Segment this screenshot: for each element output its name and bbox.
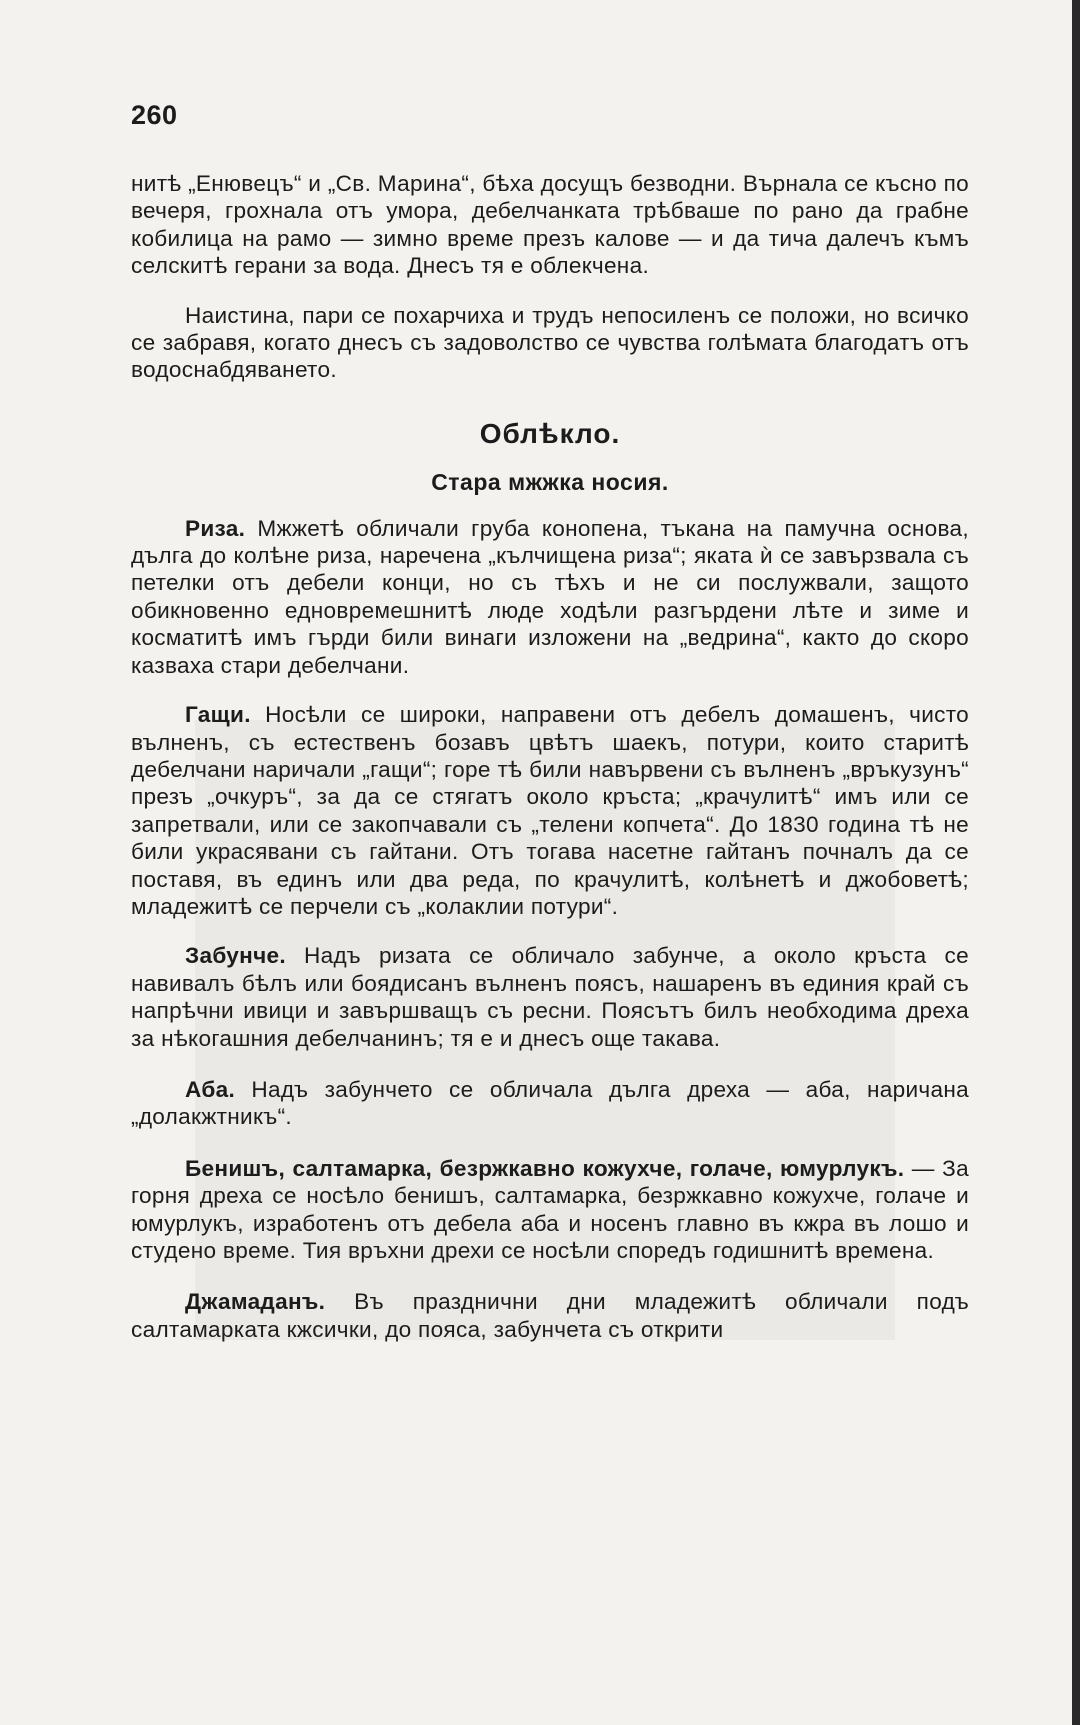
page-body	[131, 170, 969, 1343]
paragraph-benish	[131, 1155, 969, 1265]
paragraph-aba	[131, 1076, 969, 1131]
term-dzhamadan: Джамаданъ.	[185, 1289, 326, 1315]
paragraph-water-supply: Наистина, пари се похарчиха и трудъ непосиленъ се положи, но всичко се забравя, когато днесъ съ задоволство се чувства голѣмата благодатъ отъ водоснабдяването.	[131, 302, 969, 383]
subsection-heading: Стара мжжка носия.	[431, 469, 669, 496]
paragraph-riza	[131, 515, 969, 679]
paragraph-riza-text: Мжжетѣ обличали груба конопена, тъкана на памучна основа, дълга до колѣне риза, наречена „кълчищена риза“; яката ѝ се завързвала съ петелки отъ дебели конци, но съ тѣхъ и не си послужвали, защото обикновенно едновремешнитѣ люде ходѣли разгърдени лѣте и зиме и косматитѣ имъ гърди били винаги изложени на „ведрина“, както до скоро казваха стари дебелчани.	[131, 515, 969, 678]
paragraph-dzhamadan-text: Въ празднични дни младежитѣ обличали подъ салтамарката кжсички, до пояса, забунчета съ открити	[131, 1289, 969, 1342]
term-zabunche: Забунче.	[185, 943, 286, 969]
term-riza: Риза.	[185, 515, 246, 541]
term-gashti: Гащи.	[185, 702, 251, 728]
paragraph-zabunche	[131, 942, 969, 1052]
paragraph-gashti-text: Носѣли се широки, направени отъ дебелъ домашенъ, чисто вълненъ, съ естественъ бозавъ цвѣтъ шаекъ, потури, които старитѣ дебелчани наричали „гащи“; горе тѣ били навървени съ вълненъ „връкузунъ“ презъ „очкуръ“, за да се стягатъ около кръста; „крачулитѣ“ имъ или се запретвали, или се закопчавали съ „телени копчета“. До 1830 година тѣ не били украсявани съ гайтани. Отъ тогава насетне гайтанъ почналъ да се поставя, въ единъ или два реда, по крачулитѣ, колѣнетѣ и джобоветѣ; младежитѣ се перчели съ „колаклии потури“.	[131, 702, 969, 919]
paragraph-dzhamadan	[131, 1288, 969, 1343]
section-heading: Облѣкло.	[479, 417, 621, 449]
term-benish: Бенишъ, салтамарка, безржкавно кожухче, голаче, юмурлукъ.	[185, 1155, 905, 1181]
paragraph-benish-text: — За горня дреха се носѣло бенишъ, салтамарка, безржкавно кожухче, голаче и юмурлукъ, изработенъ отъ дебела аба и носенъ главно въ кжра въ лошо и студено време. Тия връхни дрехи се носѣли споредъ годишнитѣ времена.	[131, 1155, 969, 1263]
paragraph-zabunche-text: Надъ ризата се обличало забунче, а около кръста се навивалъ бѣлъ или боядисанъ вълненъ поясъ, нашаренъ въ единия край съ напрѣчни ивици и завършващъ съ ресни. Поясътъ билъ необходима дреха за нѣкогашния дебелчанинъ; тя е и днесъ още такава.	[131, 943, 969, 1051]
page-edge	[1072, 0, 1080, 1725]
paragraph-continuation: нитѣ „Енювецъ“ и „Св. Марина“, бѣха досущъ безводни. Върнала се късно по вечеря, грохнала отъ умора, дебелчанката трѣбваше по рано да грабне кобилица на рамо — зимно време презъ калове — и да тича далечъ къмъ селскитѣ герани за вода. Днесъ тя е облекчена.	[131, 171, 969, 279]
paragraph-gashti	[131, 701, 969, 920]
paragraph-aba-text: Надъ забунчето се обличала дълга дреха — аба, наричана „долакжтникъ“.	[131, 1076, 969, 1130]
page-number: 260	[131, 100, 178, 130]
term-aba: Аба.	[185, 1076, 236, 1102]
